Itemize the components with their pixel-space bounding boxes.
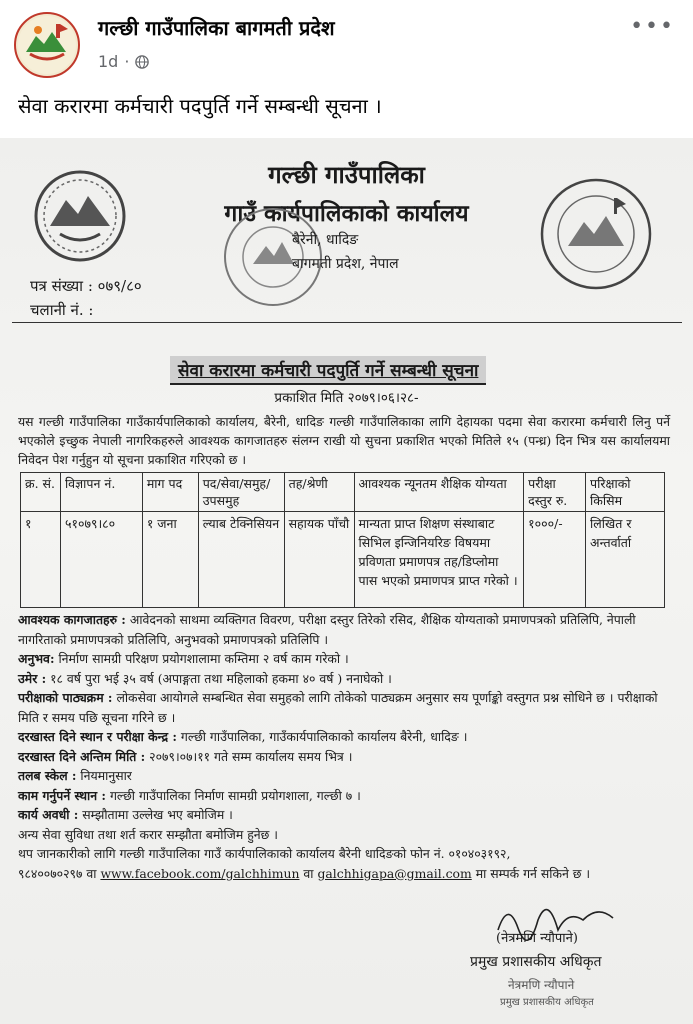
detail-line: दरखास्त दिने स्थान र परीक्षा केन्द्र : गल्छी गाउँपालिका, गाउँकार्यपालिकाको कार्यालय बैरेनी, धादिङ । xyxy=(18,729,468,744)
galchhi-municipality-logo-icon xyxy=(536,174,656,294)
header-divider xyxy=(12,322,682,323)
page-avatar[interactable] xyxy=(14,12,80,78)
cell-post-count: १ जना xyxy=(142,512,198,608)
detail-line: परीक्षाको पाठ्यक्रम : लोकसेवा आयोगले सम्बन्धित सेवा समुहको लागि तोकेको पाठ्यक्रम अनुसार सय पूर्णाङ्को वस्तुगत प्रश्न सोधिने छ । परीक्षाको मिति र समय पछि सूचना गरिने छ । xyxy=(18,690,658,725)
notice-title: सेवा करारमा कर्मचारी पदपुर्ति गर्ने सम्बन्धी सूचना xyxy=(170,356,486,385)
col-post-count: माग पद xyxy=(142,473,198,512)
col-sn: क्र. सं. xyxy=(21,473,61,512)
cell-level: सहायक पाँचौ xyxy=(284,512,354,608)
email-link[interactable]: galchhigapa@gmail.com xyxy=(317,865,472,881)
cell-ad-no: ५१०७९।८० xyxy=(60,512,142,608)
signatory-name: (नेत्रमणि न्यौपाने) xyxy=(496,931,578,946)
col-qualification: आवश्यक न्यूनतम शैक्षिक योग्यता xyxy=(354,473,524,512)
col-exam-type: परिक्षाको किसिम xyxy=(586,473,665,512)
table-header-row xyxy=(21,473,665,512)
col-service-group: पद/सेवा/समुह/उपसमुह xyxy=(198,473,284,512)
office-address-1: बैरेनी, धादिङ xyxy=(292,232,359,248)
col-exam-fee: परीक्षा दस्तुर रु. xyxy=(524,473,586,512)
detail-line: दरखास्त दिने अन्तिम मिति : २०७९।०७।११ गते सम्म कार्यालय समय भित्र । xyxy=(18,748,353,764)
contact-line-2: ९८४००७०२९७ वा www.facebook.com/galchhimun वा galchhigapa@gmail.com मा सम्पर्क गर्न सकिने छ । xyxy=(18,865,591,881)
cell-qualification: मान्यता प्राप्त शिक्षण संस्थाबाट सिभिल इन्जिनियरिङ विषयमा प्रविणता प्रमाणपत्र तह/डिप्लोमा पास भएको प्रमाणपत्र प्राप्त गरेको । xyxy=(354,512,524,608)
contact-phone: ९८४००७०२९७ xyxy=(18,865,83,881)
meta-separator: · xyxy=(124,52,130,71)
cell-exam-type: लिखित र अन्तर्वार्ता xyxy=(586,512,665,608)
dispatch-number: चलानी नं. : xyxy=(30,301,94,319)
table-row xyxy=(21,512,665,608)
post-header xyxy=(0,0,693,86)
cell-service-group: ल्याब टेक्निसियन xyxy=(198,512,284,608)
detail-line: कार्य अवधी : सम्झौतामा उल्लेख भए बमोजिम । xyxy=(18,807,233,822)
more-options-button[interactable]: ••• xyxy=(630,14,675,39)
notice-intro: यस गल्छी गाउँपालिका गाउँकार्यपालिकाको कार्यालय, बैरेनी, धादिङ गल्छी गाउँपालिकाका लागि देहायका पदमा सेवा करारमा कर्मचारी लिनु पर्ने भएकोले इच्छुक नेपाली नागरिकहरुले आवश्यक कागजातहरु संलग्न राखी यो सुचना प्रकाशित भएको मितिले १५ (पन्ध्र) दिन भित्र यस कार्यालयमा निवेदन पेश गर्नुहुन यो सूचना प्रकाशित गरिएको छ । xyxy=(18,414,670,467)
notice-details xyxy=(18,610,670,883)
detail-line: तलब स्केल : नियमानुसार xyxy=(18,768,132,783)
stamp-title: प्रमुख प्रशासकीय अधिकृत xyxy=(500,997,594,1008)
signatory-title: प्रमुख प्रशासकीय अधिकृत xyxy=(470,954,602,970)
page-name[interactable]: गल्छी गाउँपालिका बागमती प्रदेश xyxy=(98,16,335,40)
detail-line: अनुभव: निर्माण सामग्री परिक्षण प्रयोगशालामा कम्तिमा २ वर्ष काम गरेको । xyxy=(18,651,349,666)
cell-exam-fee: १०००/- xyxy=(524,512,586,608)
notice-image[interactable] xyxy=(0,138,693,1024)
post-caption: सेवा करारमा कर्मचारी पदपुर्ति गर्ने सम्बन्धी सूचना । xyxy=(18,94,382,118)
reference-number: पत्र संख्या : ०७९/८० xyxy=(30,277,142,295)
cell-sn: १ xyxy=(21,512,61,608)
detail-line: काम गर्नुपर्ने स्थान : गल्छी गाउँपालिका निर्माण सामग्री प्रयोगशाला, गल्छी ७ । xyxy=(18,787,361,803)
office-address-2: बागमती प्रदेश, नेपाल xyxy=(292,256,399,272)
detail-line: उमेर : १८ वर्ष पुरा भई ३५ वर्ष (अपाङ्गता तथा महिलाको हकमा ४० वर्ष ) ननाघेको । xyxy=(18,670,392,686)
detail-line: अन्य सेवा सुविधा तथा शर्त करार सम्झौता बमोजिम हुनेछ । xyxy=(18,826,278,842)
office-title: गल्छी गाउँपालिका xyxy=(268,160,425,189)
contact-line: थप जानकारीको लागि गल्छी गाउँपालिका गाउँ कार्यपालिकाको कार्यालय बैरेनी धादिङको फोन नं. ०१०४०३१९२, xyxy=(18,846,511,861)
post-time[interactable]: 1d xyxy=(98,52,119,71)
detail-line: आवश्यक कागजातहरु : आवेदनको साथमा व्यक्तिगत विवरण, परीक्षा दस्तुर तिरेको रसिद, शैक्षिक योग्यताको प्रमाणपत्रको प्रतिलिपि, नेपाली नागरिताको प्रमाणपत्रको प्रतिलिपि, अनुभवको प्रमाणपत्रको प्रतिलिपि । xyxy=(18,612,636,647)
office-subtitle: गाउँ कार्यपालिकाको कार्यालय xyxy=(224,200,469,227)
globe-icon xyxy=(135,55,149,69)
col-ad-no: विज्ञापन नं. xyxy=(60,473,142,512)
vacancy-table xyxy=(20,472,665,608)
published-date: प्रकाशित मिति २०७९।०६।२८- xyxy=(274,390,419,406)
municipality-logo-icon xyxy=(16,14,78,76)
facebook-link[interactable]: www.facebook.com/galchhimun xyxy=(100,865,300,881)
signature-icon xyxy=(488,890,638,960)
post-meta xyxy=(98,52,149,71)
stamp-name: नेत्रमणि न्यौपाने xyxy=(508,978,575,992)
col-level: तह/श्रेणी xyxy=(284,473,354,512)
